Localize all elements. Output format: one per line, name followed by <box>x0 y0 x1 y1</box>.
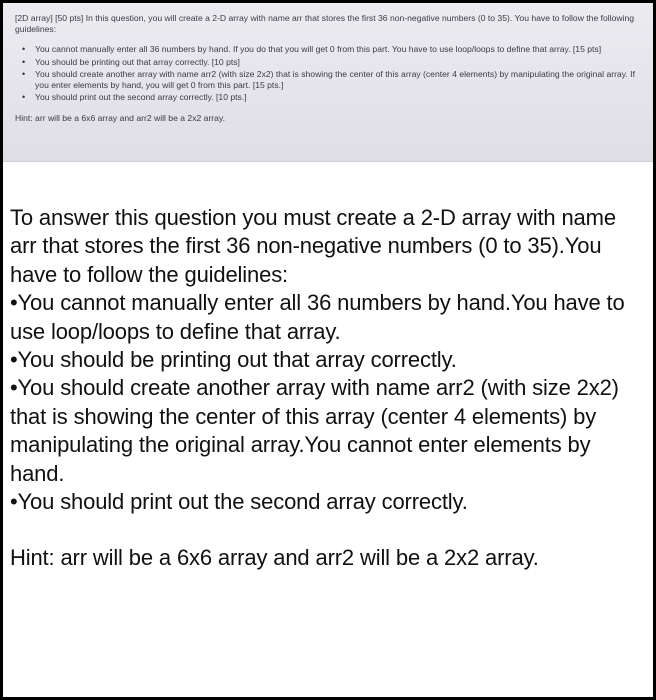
photo-guideline-item: • You should be printing out that array correctly. [10 pts] <box>22 56 240 67</box>
typed-guideline-2: •You should be printing out that array correctly. <box>10 347 457 373</box>
typed-question-text <box>3 162 653 697</box>
question-photo <box>3 3 653 162</box>
photo-guideline-item: • You should print out the second array correctly. [10 pts.] <box>22 92 247 103</box>
photo-guideline-text: You should print out the second array correctly. [10 pts.] <box>35 92 247 103</box>
photo-guidelines-list <box>15 44 639 103</box>
photo-guideline-item: • You should create another array with name arr2 (with size 2x2) that is showing the center of this array (center 4 elements) by manipulating the original array. If you enter elements by hand, you will get 0 from this part. [15 pts.] <box>22 68 635 91</box>
photo-intro-text: [2D array] [50 pts] In this question, you will create a 2-D array with name arr that stores the first 36 non-negative numbers (0 to 35). You have to follow the following guidelines: <box>15 13 635 35</box>
typed-guideline-3: •You should create another array with name arr2 (with size 2x2) that is showing the center of this array (center 4 elements) by manipulating the original array.You cannot enter elements by hand. <box>10 375 619 486</box>
photo-guideline-text: You should create another array with name arr2 (with size 2x2) that is showing the center of this array (center 4 elements) by manipulating the original array. If you enter elements by hand, you will get 0 from this part. [15 pts.] <box>35 68 635 91</box>
photo-hint-text: Hint: arr will be a 6x6 array and arr2 will be a 2x2 array. <box>15 113 225 124</box>
typed-guideline-4: •You should print out the second array correctly. <box>10 489 468 515</box>
photo-guideline-text: You should be printing out that array correctly. [10 pts] <box>35 56 240 67</box>
typed-intro-paragraph: To answer this question you must create a 2-D array with name arr that stores the first 36 non-negative numbers (0 to 35).You have to follow the guidelines: <box>10 205 616 287</box>
photo-guideline-item: • You cannot manually enter all 36 numbers by hand. If you do that you will get 0 from this part. You have to use loop/loops to define that array. [15 pts] <box>22 44 602 55</box>
typed-hint-paragraph: Hint: arr will be a 6x6 array and arr2 will be a 2x2 array. <box>10 545 539 571</box>
typed-guideline-1: •You cannot manually enter all 36 numbers by hand.You have to use loop/loops to define that array. <box>10 290 625 344</box>
photo-guideline-text: You cannot manually enter all 36 numbers by hand. If you do that you will get 0 from this part. You have to use loop/loops to define that array. [15 pts] <box>35 44 602 55</box>
